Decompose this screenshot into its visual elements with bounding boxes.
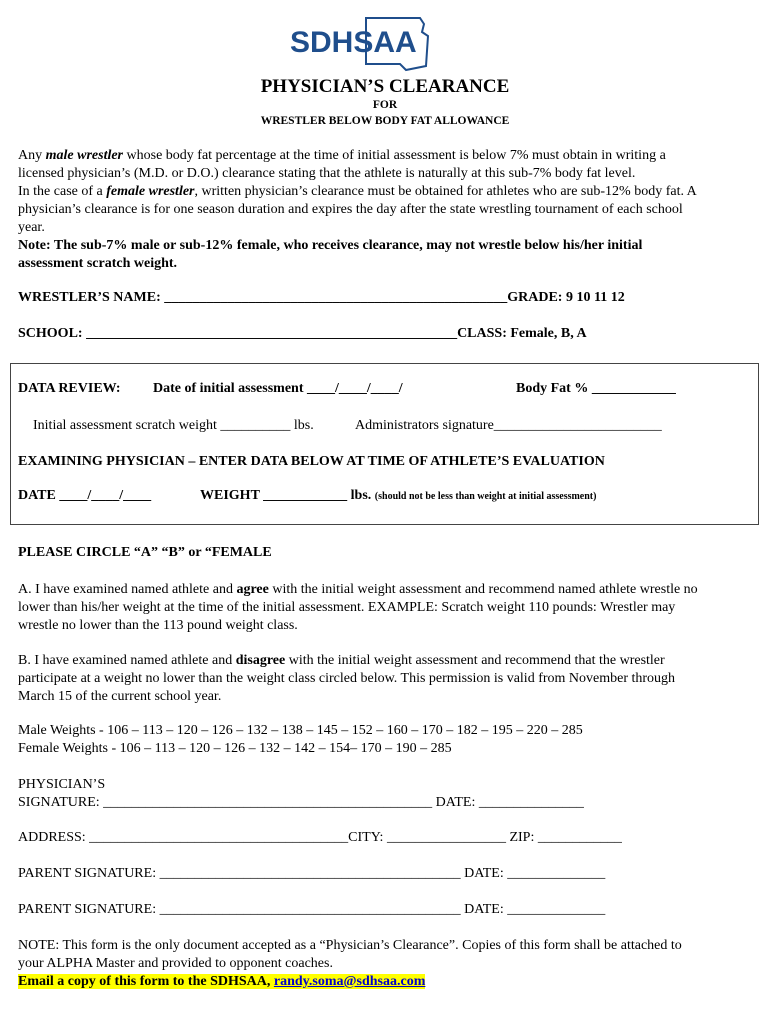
physician-signature-block: [18, 776, 758, 812]
weight-classes: [18, 722, 758, 758]
footer-note: [18, 937, 758, 991]
subtitle: WRESTLER BELOW BODY FAT ALLOWANCE: [260, 115, 510, 127]
svg-text:SDHSAA: SDHSAA: [290, 26, 417, 59]
exam-date-field[interactable]: DATE ____/____/____: [18, 488, 152, 503]
intro-line-3: In the case of a female wrestler, written physician’s clearance must be obtained for athletes who are sub-12% body fat. A: [18, 184, 697, 199]
male-weights[interactable]: Male Weights - 106 – 113 – 120 – 126 – 132 – 138 – 145 – 152 – 160 – 170 – 182 – 195 – 220 – 285: [18, 723, 583, 738]
option-b-line-2: participate at a weight no lower than the weight class circled below. This permission is valid from November through: [18, 671, 676, 686]
intro-line-2: licensed physician’s (M.D. or D.O.) clearance stating that the athlete is naturally at this sub-7% body fat level.: [18, 166, 636, 181]
scratch-weight-field[interactable]: Initial assessment scratch weight __________ lbs.: [33, 418, 314, 433]
intro-paragraph: [18, 147, 758, 273]
subtitle-for: FOR: [372, 99, 398, 111]
assessment-date-field[interactable]: Date of initial assessment ____/____/____/: [153, 381, 403, 396]
circle-heading: PLEASE CIRCLE “A” “B” or “FEMALE: [18, 545, 272, 560]
intro-line-5: year.: [18, 220, 45, 235]
option-b-line-3: March 15 of the current school year.: [18, 689, 222, 704]
option-a-line-2: lower than his/her weight at the time of the initial assessment. EXAMPLE: Scratch weight 110 pounds: Wrestler may: [18, 600, 676, 615]
option-a-line-3: wrestle no lower than the 113 pound weight class.: [18, 618, 298, 633]
address-field[interactable]: ADDRESS: _____________________________________CITY: _________________ ZIP: ____________: [18, 830, 622, 845]
footer-note-line-2: your ALPHA Master and provided to opponent coaches.: [18, 956, 333, 971]
admin-signature-field[interactable]: Administrators signature________________________: [355, 418, 662, 433]
intro-note-2: assessment scratch weight.: [18, 256, 178, 271]
option-b-line-1: B. I have examined named athlete and disagree with the initial weight assessment and recommend that the wrestler: [18, 653, 665, 668]
wrestler-name-field[interactable]: WRESTLER’S NAME: _________________________________________________GRADE: 9 10 11 12: [18, 290, 625, 305]
examining-physician-heading: EXAMINING PHYSICIAN – ENTER DATA BELOW AT TIME OF ATHLETE’S EVALUATION: [18, 454, 605, 469]
exam-weight-field[interactable]: WEIGHT ____________ lbs. (should not be less than weight at initial assessment): [200, 488, 597, 503]
data-review-label: DATA REVIEW:: [18, 381, 121, 396]
parent-signature-2[interactable]: PARENT SIGNATURE: ___________________________________________ DATE: ______________: [18, 902, 606, 917]
email-instruction: Email a copy of this form to the SDHSAA, randy.soma@sdhsaa.com: [18, 974, 426, 989]
female-weights[interactable]: Female Weights - 106 – 113 – 120 – 126 – 132 – 142 – 154– 170 – 190 – 285: [18, 741, 452, 756]
intro-line-4: physician’s clearance is for one season duration and expires the day after the state wrestling tournament of each school: [18, 202, 683, 217]
footer-note-line-1: NOTE: This form is the only document accepted as a “Physician’s Clearance”. Copies of this form shall be attached to: [18, 938, 682, 953]
parent-signature-1[interactable]: PARENT SIGNATURE: ___________________________________________ DATE: ______________: [18, 866, 606, 881]
physician-label: PHYSICIAN’S: [18, 777, 106, 792]
weight-note: (should not be less than weight at initial assessment): [374, 491, 597, 502]
email-link[interactable]: randy.soma@sdhsaa.com: [273, 974, 426, 989]
option-a[interactable]: [18, 581, 758, 635]
sdhsaa-logo: [288, 14, 434, 74]
body-fat-field[interactable]: Body Fat % ____________: [516, 381, 676, 396]
intro-line-1: Any male wrestler whose body fat percentage at the time of initial assessment is below 7% must obtain in writing a: [18, 148, 666, 163]
physician-signature-field[interactable]: SIGNATURE: _______________________________________________ DATE: _______________: [18, 795, 584, 810]
option-b[interactable]: [18, 652, 758, 706]
option-a-line-1: A. I have examined named athlete and agree with the initial weight assessment and recommend named athlete wrestle no: [18, 582, 698, 597]
school-field[interactable]: SCHOOL: _____________________________________________________CLASS: Female, B, A: [18, 326, 587, 341]
page-title: PHYSICIAN’S CLEARANCE: [260, 76, 510, 97]
intro-note-1: Note: The sub-7% male or sub-12% female, who receives clearance, may not wrestle below his/her initial: [18, 238, 643, 253]
